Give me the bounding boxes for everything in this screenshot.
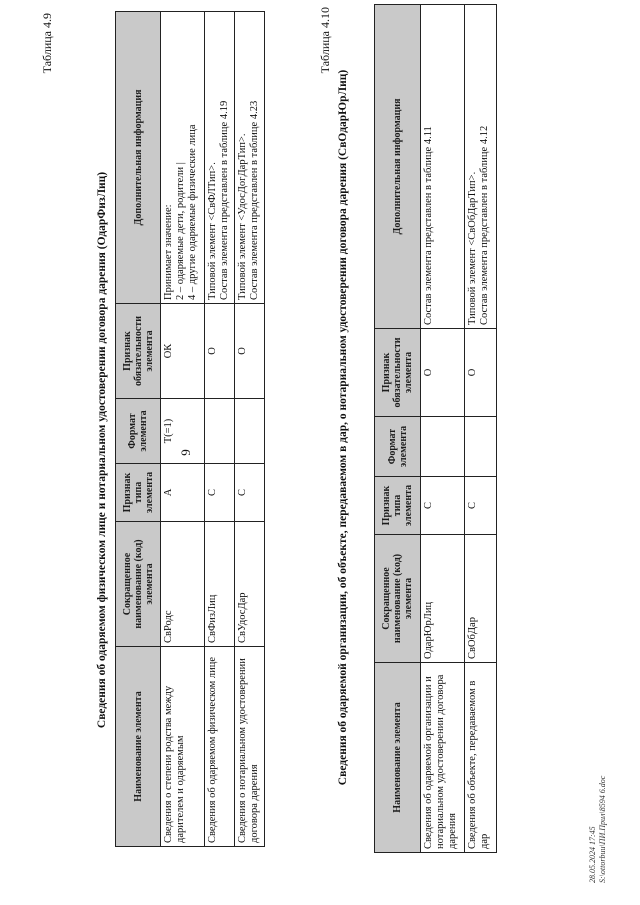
table-row: [205, 12, 235, 847]
table-row: [421, 5, 465, 853]
header-cell: Признак обязательности элемента: [116, 304, 161, 399]
element-required: О: [421, 329, 465, 417]
element-type: С: [205, 464, 235, 522]
element-info: [161, 12, 205, 304]
element-format: [421, 417, 465, 477]
element-info: [421, 5, 465, 329]
element-info: [465, 5, 497, 329]
footer-path: S:\ottorbuu\ПИ.Прил\8594 6.doc: [598, 775, 607, 883]
element-code: СвУдосДар: [235, 522, 265, 647]
header-cell: Дополнительная информация: [375, 5, 421, 329]
info-line: Типовой элемент <СвФЛТип>.: [207, 162, 218, 300]
table-4-10-number: Таблица 4.10: [318, 7, 332, 74]
element-format: [205, 399, 235, 464]
header-cell: Формат элемента: [375, 417, 421, 477]
element-type: С: [421, 477, 465, 535]
table-4-9-title: Сведения об одаряемом физическом лице и нотариальном удостоверении договора дарения (ОдарФизЛиц): [96, 171, 108, 729]
info-line: Принимает значение:: [163, 204, 174, 300]
info-line: Состав элемента представлен в таблице 4.19: [219, 100, 230, 300]
element-format: [465, 417, 497, 477]
element-type: С: [465, 477, 497, 535]
element-required: О: [235, 304, 265, 399]
header-cell: Сокращенное наименование (код) элемента: [116, 522, 161, 647]
element-code: ОдарЮрЛиц: [421, 535, 465, 663]
header-cell: Формат элемента: [116, 399, 161, 464]
table-4-9-number: Таблица 4.9: [40, 13, 54, 74]
info-line: Типовой элемент <УдосДогДарТип>.: [237, 133, 248, 300]
element-required: ОК: [161, 304, 205, 399]
info-line: Состав элемента представлен в таблице 4.11: [423, 126, 434, 325]
info-line: 4 – другие одаряемые физические лица: [187, 124, 198, 300]
table-4-10: [374, 4, 497, 853]
element-info: [205, 12, 235, 304]
header-cell: Признак типа элемента: [375, 477, 421, 535]
info-line: Состав элемента представлен в таблице 4.23: [249, 100, 260, 300]
element-type: С: [235, 464, 265, 522]
element-name: Сведения об объекте, передаваемом в дар: [465, 663, 497, 853]
element-name: Сведения о нотариальном удостоверении договора дарения: [235, 647, 265, 847]
table-row: [465, 5, 497, 853]
element-format: T(=1): [161, 399, 205, 464]
header-cell: Наименование элемента: [116, 647, 161, 847]
header-cell: Дополнительная информация: [116, 12, 161, 304]
table-row: [161, 12, 205, 847]
element-type: А: [161, 464, 205, 522]
header-cell: Признак типа элемента: [116, 464, 161, 522]
file-footer: [588, 663, 608, 883]
element-required: О: [205, 304, 235, 399]
header-cell: Признак обязательности элемента: [375, 329, 421, 417]
element-name: Сведения о степени родства между дарителем и одаряемым: [161, 647, 205, 847]
info-line: 2 – одаряемые дети, родители |: [175, 162, 186, 300]
header-cell: Наименование элемента: [375, 663, 421, 853]
header-cell: Сокращенное наименование (код) элемента: [375, 535, 421, 663]
table-4-9: [115, 11, 265, 847]
element-code: СвОбДар: [465, 535, 497, 663]
element-required: О: [465, 329, 497, 417]
page-number: 9: [178, 449, 193, 456]
element-info: [235, 12, 265, 304]
element-name: Сведения об одаряемой организации и нотариальном удостоверении договора дарения: [421, 663, 465, 853]
info-line: Типовой элемент <СвОбДарТип>.: [467, 171, 478, 325]
table-row: [235, 12, 265, 847]
info-line: Состав элемента представлен в таблице 4.12: [479, 125, 490, 325]
table-4-10-title: Сведения об одаряемой организации, об объекте, передаваемом в дар, о нотариальном удостоверении договора дарения (СвОдарЮрЛиц): [337, 69, 349, 786]
element-code: СвРодс: [161, 522, 205, 647]
element-name: Сведения об одаряемом физическом лице: [205, 647, 235, 847]
element-code: СвФизЛиц: [205, 522, 235, 647]
element-format: [235, 399, 265, 464]
footer-date: 28.05.2024 17:45: [588, 826, 597, 883]
